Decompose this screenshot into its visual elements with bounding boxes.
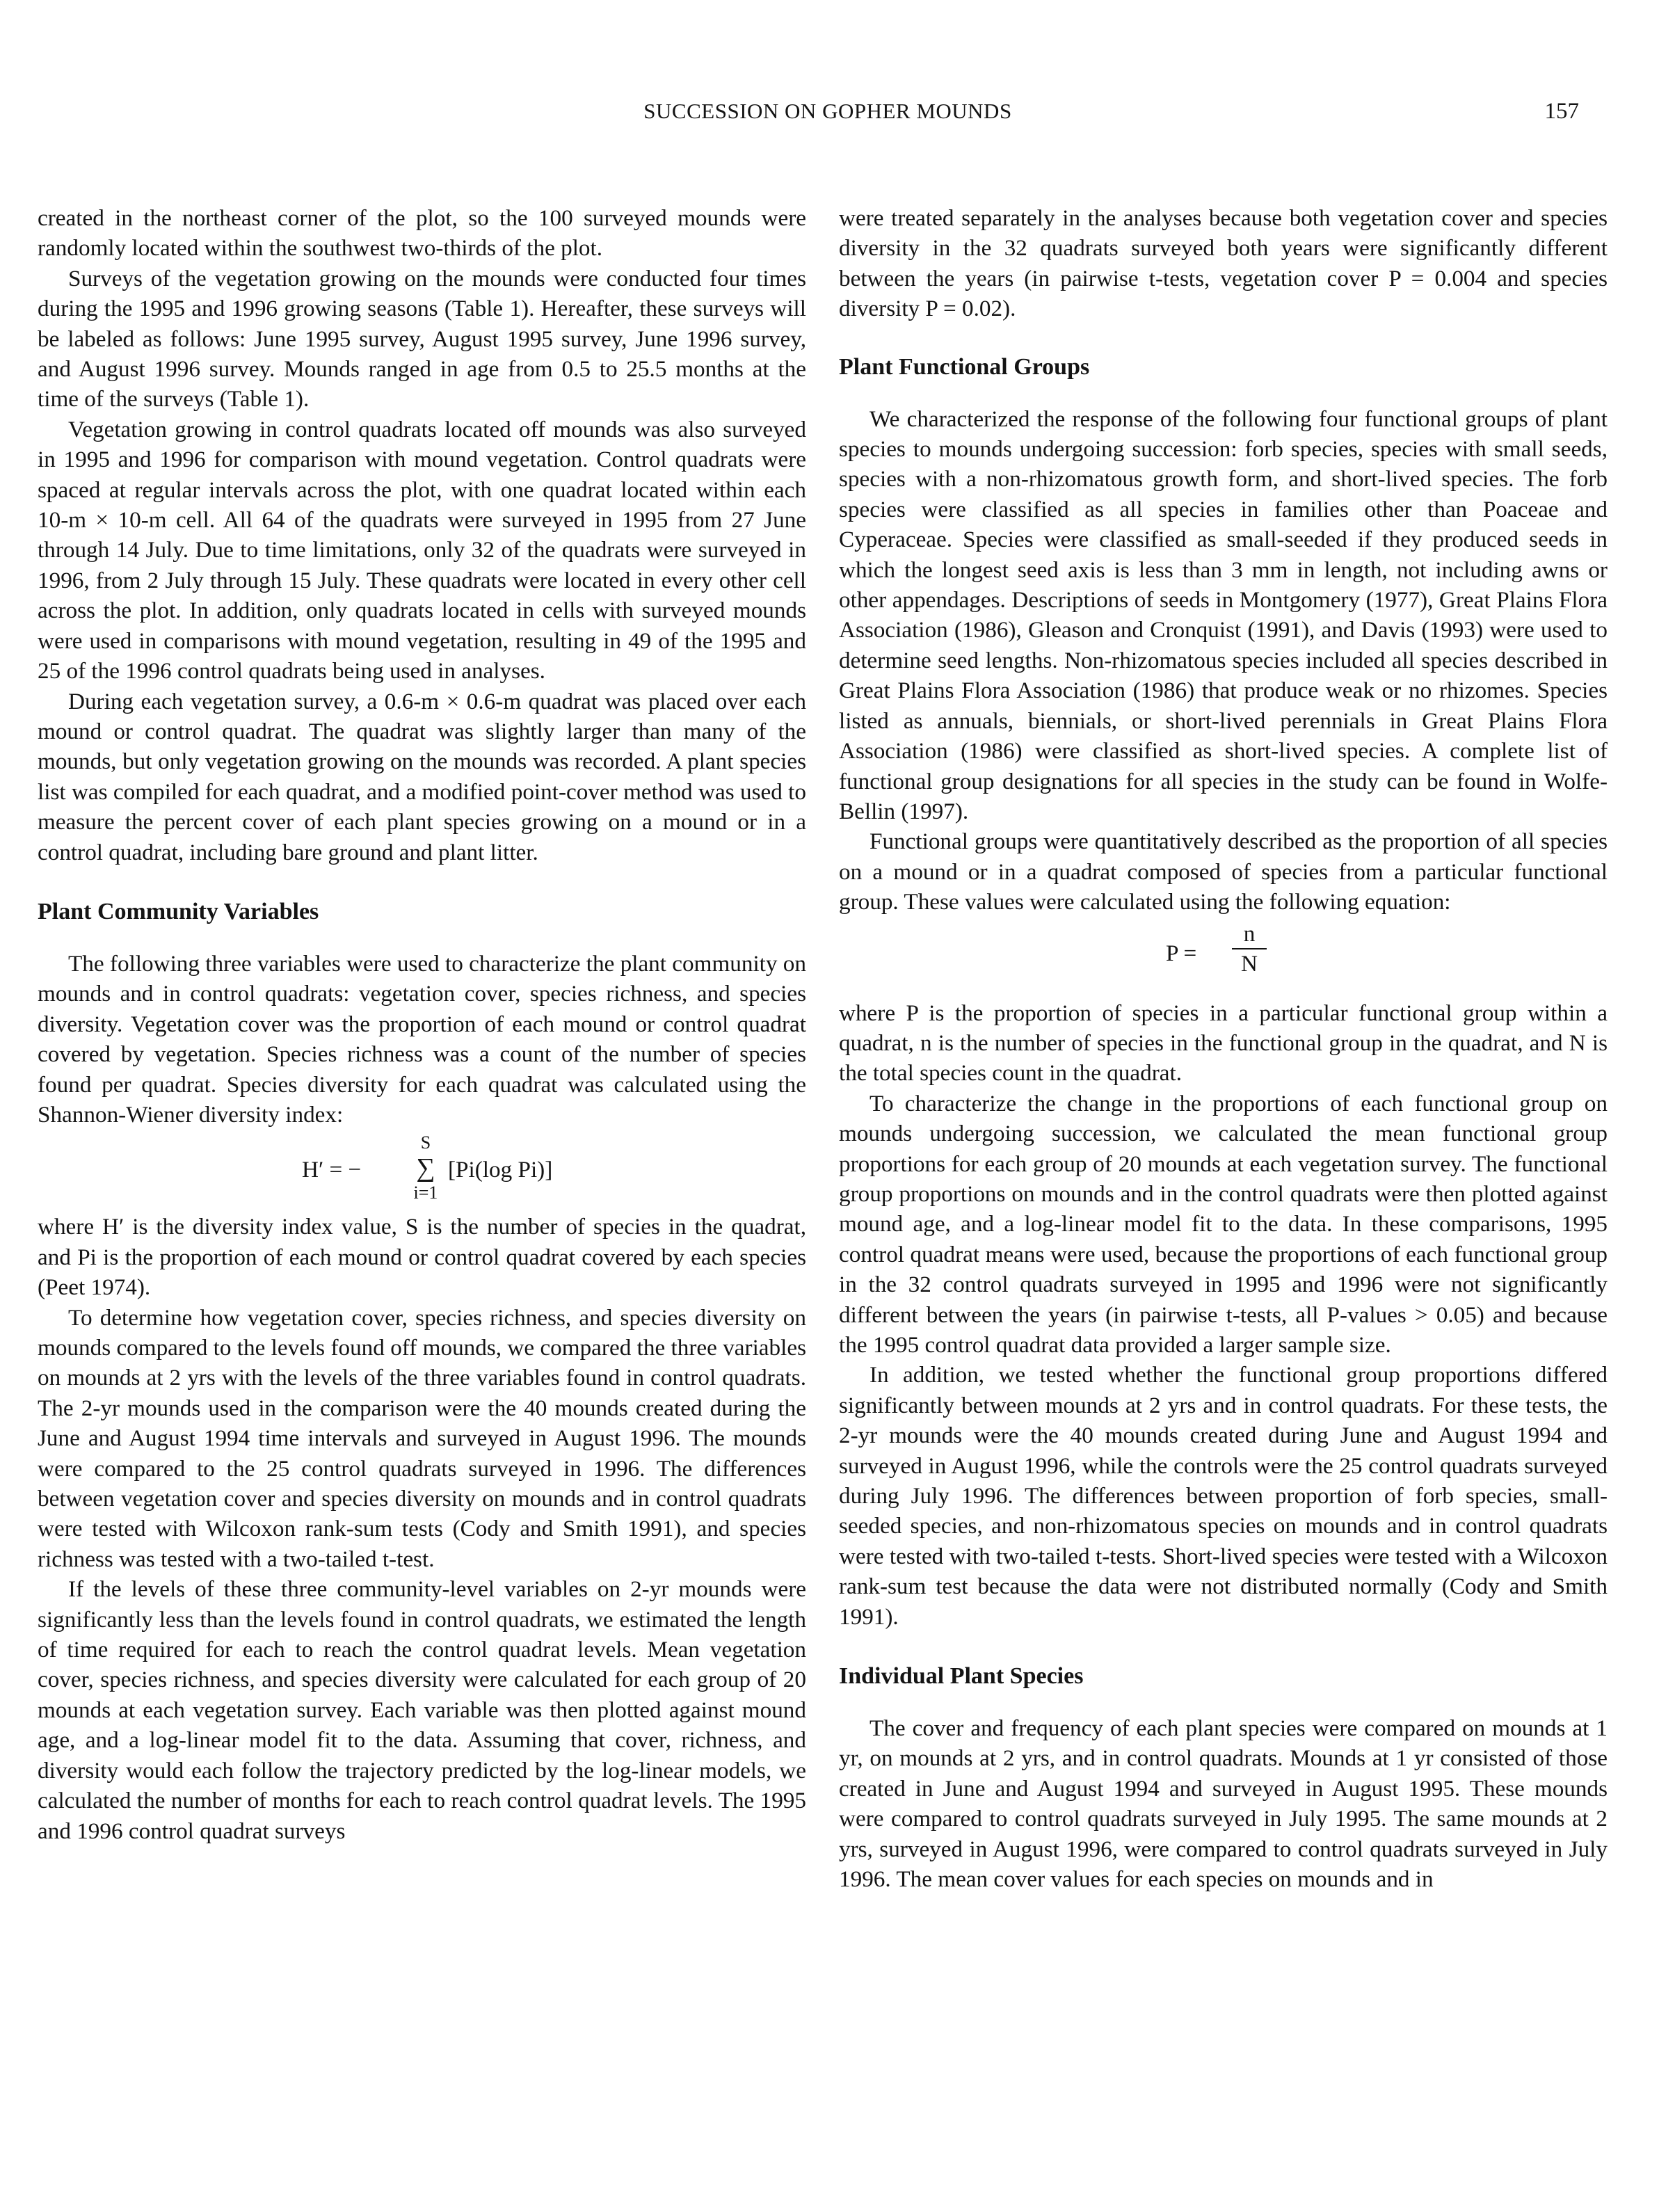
paragraph: To characterize the change in the proportions of each functional group on mounds undergoing succession, we calculated the mean functional group proportions for each group of 20 mounds at each vegetation survey. The functional group proportions on mounds and in the control quadrats were then plotted against mound age, and a log-linear model fit to the data. In these comparisons, 1995 control quadrat means were used, because the proportions of each functional group in the 32 control quadrats surveyed in 1995 and 1996 were not significantly different between the years (in pairwise t-tests, all P-values > 0.05) and because the 1995 control quadrat data provided a larger sample size. xyxy=(839,1090,1608,1358)
paragraph: During each vegetation survey, a 0.6-m × 0.6-m quadrat was placed over each mound or control quadrat. The quadrat was slightly larger than many of the mounds, but only vegetation growing on the mounds was recorded. A plant species list was compiled for each quadrat, and a modified point-cover method was used to measure the percent cover of each plant species growing on a mound or in a control quadrat, including bare ground and plant litter. xyxy=(38,688,806,865)
proportion-equation xyxy=(839,917,1608,998)
paragraph: To determine how vegetation cover, species richness, and species diversity on mounds compared to the levels found off mounds, we compared the three variables on mounds at 2 yrs with the levels of the three variables found in control quadrats. The 2-yr mounds used in the comparison were the 40 mounds created during the June and August 1994 time intervals and surveyed in August 1996. The mounds were compared to the 25 control quadrats surveyed in 1996. The differences between vegetation cover and species diversity on mounds and in control quadrats were tested with Wilcoxon rank-sum tests (Cody and Smith 1991), and species richness was tested with a two-tailed t-test. xyxy=(38,1304,806,1572)
equation-rhs: [Pi(log Pi)] xyxy=(448,1157,553,1183)
paragraph: We characterized the response of the following four functional groups of plant species to mounds undergoing succession: forb species, species with small seeds, species with a non-rhizomatous growth form, and short-lived species. The forb species were classified as all species in families other than Poaceae and Cyperaceae. Species were classified as small-seeded if they produced seeds in which the longest seed axis is less than 3 mm in length, not including awns or other appendages. Descriptions of seeds in Montgomery (1977), Great Plains Flora Association (1986), Gleason and Cronquist (1991), and Davis (1993) were used to determine seed lengths. Non-rhizomatous species included all species described in Great Plains Flora Association (1986) that produce weak or no rhizomes. Species listed as annuals, biennials, or short-lived perennials in Great Plains Flora Association (1986) were classified as short-lived species. A complete list of functional group designations for all species in the study can be found in Wolfe-Bellin (1997). xyxy=(839,406,1608,824)
paragraph: Surveys of the vegetation growing on the mounds were conducted four times during the 1995 and 1996 growing seasons (Table 1). Hereafter, these surveys will be labeled as follows: June 1995 survey, August 1995 survey, June 1996 survey, and August 1996 survey. Mounds ranged in age from 0.5 to 25.5 months at the time of the surveys (Table 1). xyxy=(38,265,806,412)
fraction-numerator: n xyxy=(1232,920,1267,949)
paragraph: The following three variables were used to characterize the plant community on mounds and in control quadrats: vegetation cover, species richness, and species diversity. Vegetation cover was the proportion of each mound or control quadrat covered by vegetation. Species richness was a count of the number of species found per quadrat. Species diversity for each quadrat was calculated using the Shannon-Wiener diversity index: xyxy=(38,950,806,1128)
fraction-denominator: N xyxy=(1241,950,1258,977)
paragraph: were treated separately in the analyses because both vegetation cover and species diversity in the 32 quadrats surveyed both years were significantly different between the years (in pairwise t-tests, vegetation cover P = 0.004 and species diversity P = 0.02). xyxy=(839,205,1608,322)
equation-lhs: H′ = − xyxy=(302,1157,362,1183)
paragraph: Functional groups were quantitatively described as the proportion of all species on a mound or in a quadrat composed of species from a particular functional group. These values were calculated using the following equation: xyxy=(839,828,1608,915)
summation-symbol: ∑ xyxy=(416,1153,435,1183)
section-heading-plant-community-variables: Plant Community Variables xyxy=(38,898,319,924)
fraction xyxy=(1232,920,1267,979)
paragraph: where H′ is the diversity index value, S is the number of species in the quadrat, and Pi is the proportion of each mound or control quadrat covered by each species (Peet 1974). xyxy=(38,1214,806,1301)
summation-lower-limit: i=1 xyxy=(413,1183,438,1203)
left-column xyxy=(38,203,806,1846)
paragraph: If the levels of these three community-level variables on 2-yr mounds were significantly less than the levels found in control quadrats, we estimated the length of time required for each to reach the control quadrat levels. Mean vegetation cover, species richness, and species diversity were calculated for each group of 20 mounds at each vegetation survey. Each variable was then plotted against mound age, and a log-linear model fit to the data. Assuming that cover, richness, and diversity would each follow the trajectory predicted by the log-linear models, we calculated the number of months for each to reach control quadrat levels. The 1995 and 1996 control quadrat surveys xyxy=(38,1576,806,1844)
paragraph: The cover and frequency of each plant species were compared on mounds at 1 yr, on mounds at 2 yrs, and in control quadrats. Mounds at 1 yr consisted of those created in June and August 1994 and surveyed in August 1995. These mounds were compared to control quadrats surveyed in July 1995. The same mounds at 2 yrs, surveyed in August 1996, were compared to control quadrats surveyed in July 1996. The mean cover values for each species on mounds and in xyxy=(839,1715,1608,1893)
section-heading-plant-functional-groups: Plant Functional Groups xyxy=(839,353,1090,380)
shannon-wiener-equation xyxy=(38,1130,806,1212)
paragraph: In addition, we tested whether the functional group proportions differed significantly between mounds at 2 yrs and in control quadrats. For these tests, the 2-yr mounds were the 40 mounds created during June and August 1994 and surveyed in August 1996, while the controls were the 25 control quadrats surveyed during July 1996. The differences between proportion of forb species, small-seeded species, and non-rhizomatous species on mounds and in control quadrats were tested with two-tailed t-tests. Short-lived species were tested with a Wilcoxon rank-sum test because the data were not distributed normally (Cody and Smith 1991). xyxy=(839,1362,1608,1630)
paragraph: created in the northeast corner of the plot, so the 100 surveyed mounds were randomly located within the southwest two-thirds of the plot. xyxy=(38,205,806,262)
paragraph: Vegetation growing in control quadrats located off mounds was also surveyed in 1995 and 1996 for comparison with mound vegetation. Control quadrats were spaced at regular intervals across the plot, with one quadrat located within each 10-m × 10-m cell. All 64 of the quadrats were surveyed in 1995 from 27 June through 14 July. Due to time limitations, only 32 of the quadrats were surveyed in 1996, from 2 July through 15 July. These quadrats were located in every other cell across the plot. In addition, only quadrats located in cells with surveyed mounds were used in comparisons with mound vegetation, resulting in 49 of the 1995 and 25 of the 1996 control quadrats being used in analyses. xyxy=(38,416,806,684)
summation-upper-limit: S xyxy=(420,1132,431,1153)
running-title: SUCCESSION ON GOPHER MOUNDS xyxy=(643,99,1012,123)
paragraph: where P is the proportion of species in a particular functional group within a quadrat, n is the number of species in the functional group in the quadrat, and N is the total species count in the quadrat. xyxy=(839,1000,1608,1087)
right-column xyxy=(839,203,1608,1895)
page-number: 157 xyxy=(1544,99,1579,124)
equation-lhs: P = xyxy=(1166,940,1197,966)
section-heading-individual-plant-species: Individual Plant Species xyxy=(839,1663,1084,1690)
summation xyxy=(412,1130,440,1206)
